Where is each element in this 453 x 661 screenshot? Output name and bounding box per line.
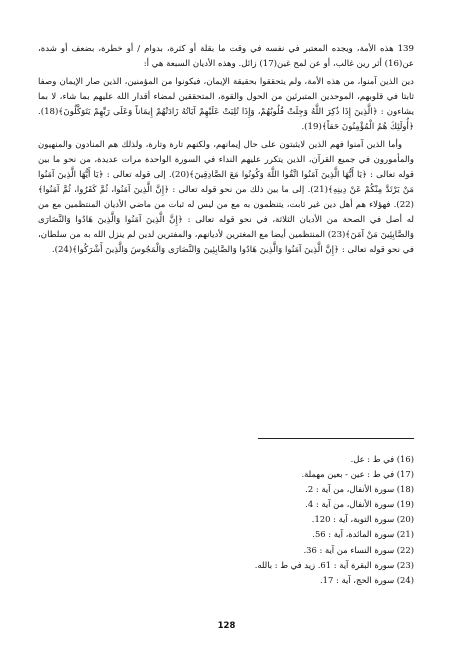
page-number: 128 [217, 621, 236, 631]
footnote-separator [258, 438, 414, 439]
footnote-23: (23) سورة البقرة آية : 61. زيد في ط : بالله. [254, 559, 414, 570]
footnote-21: (21) سورة المائدة، آية : 56. [312, 529, 414, 540]
footnote-19: (19) سورة الأنفال، من آية : 4. [305, 499, 414, 510]
paragraph-2: دين الذين آمنوا، من هذه الأمة، ولم يتحققوا بحقيقة الإيمان، فيكونوا من المؤمنين، الذين صار الإيمان وصفا ثابتا في قلوبهم، الموحدين المتبرئين من الحول والقوة، المتحققين لمضاء أقدار الله عليهم بما شاء، لا بما يشاءون : ﴿الَّذِينَ إِذَا ذُكِرَ اللَّهُ وَجِلَتْ قُلُوبُهُمْ، وَإِذَا تُلِيَتْ عَلَيْهِمْ آيَاتُهُ زَادَتْهُمْ إِيمَاناً وَعَلَى رَبِّهِمْ يَتَوَكَّلُونَ﴾(18). ﴿أُولَئِكَ هُمُ الْمُؤْمِنُونَ حَقاً﴾(19). [38, 77, 414, 132]
paragraph-3: وأما الذين آمنوا فهم الذين لايثبتون على حال إيمانهم، ولكنهم تارة وتارة، ولذلك هم المنادون والمنهيون والمأمورون في جميع القرآن، الذين يتكرر عليهم النداء في السورة الواحدة مرات عديدة، من نحو ما بين قوله تعالى : ﴿يَا أَيُّهَا الَّذِينَ آمَنُوا اتَّقُوا اللَّهَ وَكُونُوا مَعَ الصَّادِقِينَ﴾(20). إلى قوله تعالى : ﴿يَا أَيُّهَا الَّذِينَ آمَنُوا مَنْ يَرْتَدَّ مِنْكُمْ عَنْ دِينِهِ﴾(21). إلى ما بين ذلك من نحو قوله تعالى : ﴿إِنَّ الَّذِينَ آمَنُوا، ثُمَّ كَفَرُوا، ثُمَّ آمَنُوا﴾(22). فهؤلاء هم أهل دين غير ثابت، يتنظمون به مع من ليس له ثبات من ماضي الأديان المنتظمين مع من له أصل في الصحة من الأديان الثلاثة، في نحو قوله تعالى : ﴿إِنَّ الَّذِينَ آمَنُوا وَالَّذِينَ هَادُوا وَالنَّصَارَى وَالصَّابِئِينَ مَنْ آمَنَ﴾(23) المنتظمين أيضا مع المغترين لأديانهم، والمفترين لدين لم ينزل الله به من سلطان، في نحو قوله تعالى : ﴿إِنَّ الَّذِينَ آمَنُوا وَالَّذِينَ هَادُوا وَالصَّابِئِينَ وَالنَّصَارَى وَالْمَجُوسَ وَالَّذِينَ أَشْرَكُوا﴾(24). [38, 140, 415, 255]
footnote-16: (16) في ط : عل. [350, 454, 414, 464]
footnote-22: (22) سورة النساء من آية : 36. [303, 544, 414, 555]
paragraph-1: 139 هذه الأمة، ويجده المعتبر في نفسه في وقت ما بقلة أو كثرة، بدوام / أو خطرة، بضعف أو شدة، عن(16) أثر رين غالب، أو عن لمح غين(17) زائل. وهذه الأديان السبعة هي أ: [38, 44, 414, 69]
footnote-24: (24) سورة الحج، آية : 17. [319, 574, 414, 585]
footnote-20: (20) سورة التوبة، آية : 120. [311, 514, 414, 525]
footnote-18: (18) سورة الأنفال، من آية : 2. [305, 484, 414, 495]
footnotes [38, 452, 414, 588]
main-text [38, 42, 414, 258]
footnote-17: (17) في ط : عين - بعين مهملة. [301, 469, 414, 480]
